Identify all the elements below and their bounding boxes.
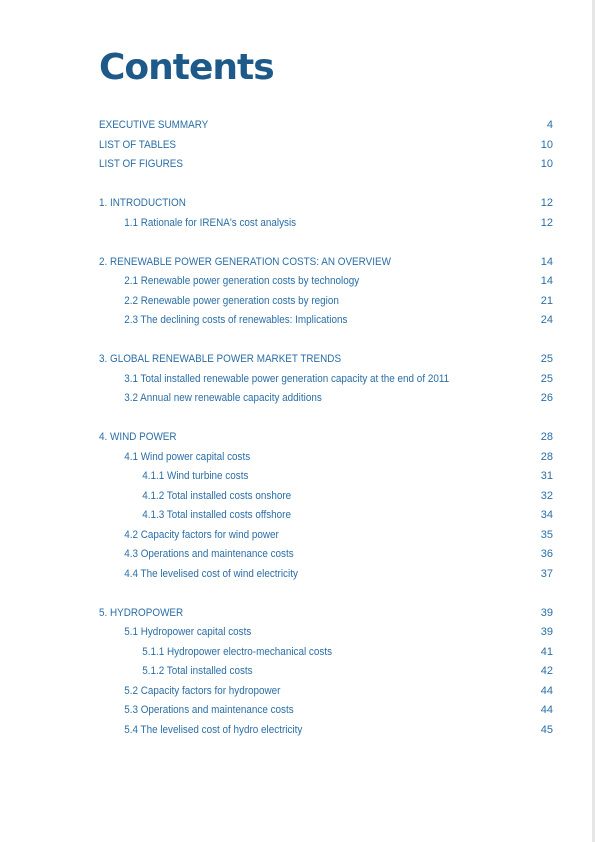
toc-entry-title: LIST OF FIGURES <box>99 158 183 170</box>
toc-entry-title: 2. RENEWABLE POWER GENERATION COSTS: AN OVERVIEW <box>99 255 391 268</box>
toc-entry-page-number: 34 <box>540 509 553 521</box>
toc-entry[interactable] <box>99 428 553 448</box>
toc-entry-page-number: 44 <box>540 704 553 716</box>
toc-entry-title: 3. GLOBAL RENEWABLE POWER MARKET TRENDS <box>99 353 342 365</box>
toc-entry[interactable] <box>99 565 553 585</box>
toc-entry[interactable] <box>99 506 553 526</box>
toc-entry-page-number: 21 <box>540 294 553 307</box>
toc-entry[interactable] <box>99 272 553 292</box>
toc-entry-title: 4.4 The levelised cost of wind electricity <box>124 567 298 580</box>
toc-entry-title: 2.3 The declining costs of renewables: Implications <box>124 314 348 326</box>
toc-entry-title: 4.1.2 Total installed costs onshore <box>142 489 292 502</box>
toc-entry-title: 5.1.1 Hydropower electro-mechanical costs <box>142 645 333 658</box>
toc-entry-page-number: 14 <box>540 275 553 287</box>
toc-entry-page-number: 28 <box>540 431 553 443</box>
toc-entry-title: 2.1 Renewable power generation costs by technology <box>124 275 360 287</box>
toc-entry-page-number: 10 <box>540 158 553 170</box>
toc-entry-page-number: 24 <box>540 314 553 326</box>
toc-entry-title: 1.1 Rationale for IRENA's cost analysis <box>124 216 297 229</box>
toc-entry-title: 4.2 Capacity factors for wind power <box>124 528 279 541</box>
toc-entry-title: 3.1 Total installed renewable power generation capacity at the end of 2011 <box>124 372 450 385</box>
toc-entry[interactable] <box>99 721 553 741</box>
toc-entry-title: 2.2 Renewable power generation costs by region <box>124 294 339 307</box>
toc-entry[interactable] <box>99 448 553 468</box>
toc-entry-page-number: 4 <box>546 119 553 131</box>
toc-entry-title: 1. INTRODUCTION <box>99 197 186 209</box>
toc-entry[interactable] <box>99 701 553 721</box>
toc-entry-title: 4. WIND POWER <box>99 431 177 443</box>
toc-entry-title: LIST OF TABLES <box>99 138 177 151</box>
toc-entry-page-number: 45 <box>540 723 553 736</box>
toc-entry-page-number: 42 <box>540 665 553 677</box>
toc-entry-title: 5.2 Capacity factors for hydropower <box>124 684 281 697</box>
toc-entry-title: 5.1 Hydropower capital costs <box>124 626 252 638</box>
toc-entry[interactable] <box>99 487 553 507</box>
toc-entry-page-number: 10 <box>540 138 553 151</box>
toc-entry[interactable] <box>99 623 553 643</box>
toc-entry-page-number: 44 <box>540 684 553 697</box>
toc-entry[interactable] <box>99 136 553 156</box>
toc-entry-title: 4.3 Operations and maintenance costs <box>124 548 294 560</box>
toc-entry-page-number: 36 <box>540 548 553 560</box>
toc-entry-title: 4.1.3 Total installed costs offshore <box>142 509 291 521</box>
toc-entry-title: 3.2 Annual new renewable capacity additions <box>124 392 322 404</box>
toc-entry[interactable] <box>99 526 553 546</box>
toc-entry-page-number: 39 <box>540 626 553 638</box>
toc-entry[interactable] <box>99 311 553 331</box>
toc-entry-page-number: 28 <box>540 450 553 463</box>
toc-entry[interactable] <box>99 214 553 234</box>
toc-entry[interactable] <box>99 467 553 487</box>
table-of-contents <box>99 116 553 740</box>
toc-entry-page-number: 12 <box>540 216 553 229</box>
toc-entry[interactable] <box>99 604 553 624</box>
toc-entry-title: 4.1.1 Wind turbine costs <box>142 470 249 482</box>
toc-entry-page-number: 26 <box>540 392 553 404</box>
toc-entry-page-number: 31 <box>540 470 553 482</box>
toc-section <box>99 350 553 409</box>
toc-entry-page-number: 32 <box>540 489 553 502</box>
toc-entry[interactable] <box>99 155 553 175</box>
toc-entry-page-number: 12 <box>540 197 553 209</box>
toc-entry[interactable] <box>99 253 553 273</box>
toc-section <box>99 194 553 233</box>
toc-entry-page-number: 39 <box>540 606 553 619</box>
toc-entry[interactable] <box>99 643 553 663</box>
toc-section <box>99 428 553 584</box>
toc-entry-title: 4.1 Wind power capital costs <box>124 450 251 463</box>
toc-entry[interactable] <box>99 194 553 214</box>
toc-section <box>99 604 553 741</box>
toc-entry[interactable] <box>99 292 553 312</box>
toc-entry[interactable] <box>99 662 553 682</box>
toc-entry-title: 5. HYDROPOWER <box>99 606 184 619</box>
toc-entry-title: 5.1.2 Total installed costs <box>142 665 253 677</box>
toc-entry-page-number: 14 <box>540 255 553 268</box>
toc-entry[interactable] <box>99 389 553 409</box>
toc-entry-title: 5.4 The levelised cost of hydro electricity <box>124 723 303 736</box>
toc-section <box>99 253 553 331</box>
toc-section <box>99 116 553 175</box>
toc-entry-page-number: 25 <box>540 372 553 385</box>
toc-entry[interactable] <box>99 350 553 370</box>
toc-entry-page-number: 37 <box>540 567 553 580</box>
toc-entry-page-number: 25 <box>540 353 553 365</box>
toc-entry-title: EXECUTIVE SUMMARY <box>99 119 209 131</box>
toc-entry-page-number: 41 <box>540 645 553 658</box>
toc-entry[interactable] <box>99 682 553 702</box>
toc-entry[interactable] <box>99 545 553 565</box>
toc-entry[interactable] <box>99 370 553 390</box>
toc-entry-title: 5.3 Operations and maintenance costs <box>124 704 294 716</box>
toc-entry-page-number: 35 <box>540 528 553 541</box>
toc-entry[interactable] <box>99 116 553 136</box>
page-title: Contents <box>99 47 274 88</box>
